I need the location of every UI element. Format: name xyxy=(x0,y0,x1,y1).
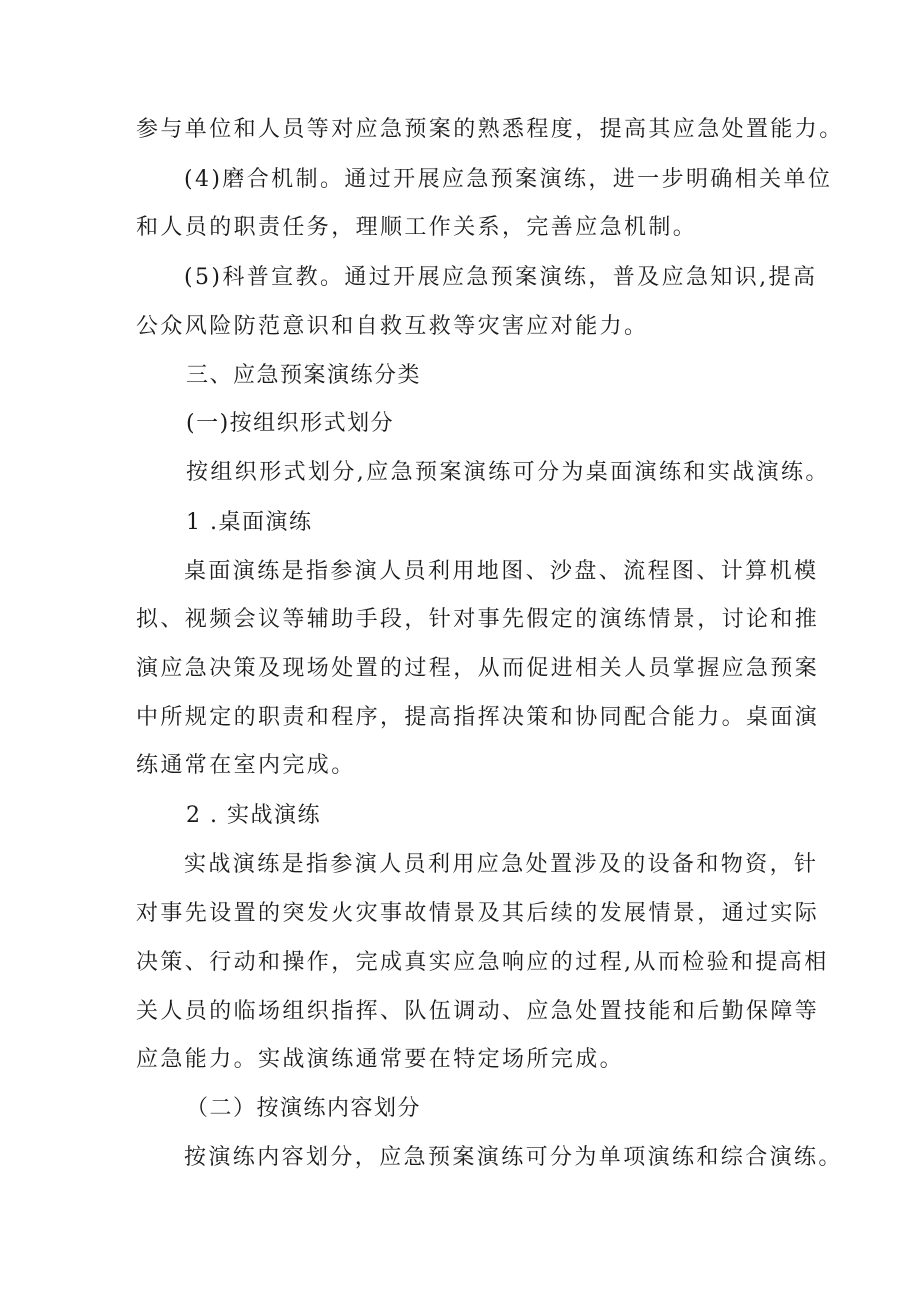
subsection-heading: （二）按演练内容划分 xyxy=(186,1096,422,1121)
body-line: 练通常在室内完成。 xyxy=(136,753,356,778)
body-line: 按演练内容划分，应急预案演练可分为单项演练和综合演练。 xyxy=(184,1145,843,1170)
body-line: (5)科普宣教。通过开展应急预案演练，普及应急知识,提高 xyxy=(184,265,818,290)
body-line: 中所规定的职责和程序，提高指挥决策和协同配合能力。桌面演 xyxy=(136,705,820,730)
body-line: 演应急决策及现场处置的过程，从而促进相关人员掌握应急预案 xyxy=(136,656,820,681)
item-heading: 2 . 实战演练 xyxy=(186,803,321,828)
body-line: 公众风险防范意识和自救互救等灾害应对能力。 xyxy=(136,314,649,339)
body-line: 桌面演练是指参演人员利用地图、沙盘、流程图、计算机模 xyxy=(184,559,819,584)
body-line: 应急能力。实战演练通常要在特定场所完成。 xyxy=(136,1047,625,1072)
section-heading: 三、应急预案演练分类 xyxy=(186,363,422,388)
body-line: 实战演练是指参演人员利用应急处置涉及的设备和物资，针 xyxy=(184,852,819,877)
subsection-heading: (一)按组织形式划分 xyxy=(186,411,395,436)
body-line: (4)磨合机制。通过开展应急预案演练，进一步明确相关单位 xyxy=(184,167,833,192)
body-line: 决策、行动和操作，完成真实应急响应的过程,从而检验和提高相 xyxy=(136,950,829,975)
body-line: 拟、视频会议等辅助手段，针对事先假定的演练情景，讨论和推 xyxy=(136,607,820,632)
item-heading: 1 .桌面演练 xyxy=(186,510,313,535)
body-line: 和人员的职责任务，理顺工作关系，完善应急机制。 xyxy=(136,215,698,240)
body-line: 关人员的临场组织指挥、队伍调动、应急处置技能和后勤保障等 xyxy=(136,999,820,1024)
body-line: 按组织形式划分,应急预案演练可分为桌面演练和实战演练。 xyxy=(186,460,830,485)
body-line: 参与单位和人员等对应急预案的熟悉程度，提高其应急处置能力。 xyxy=(136,117,844,142)
body-line: 对事先设置的突发火灾事故情景及其后续的发展情景，通过实际 xyxy=(136,901,820,926)
